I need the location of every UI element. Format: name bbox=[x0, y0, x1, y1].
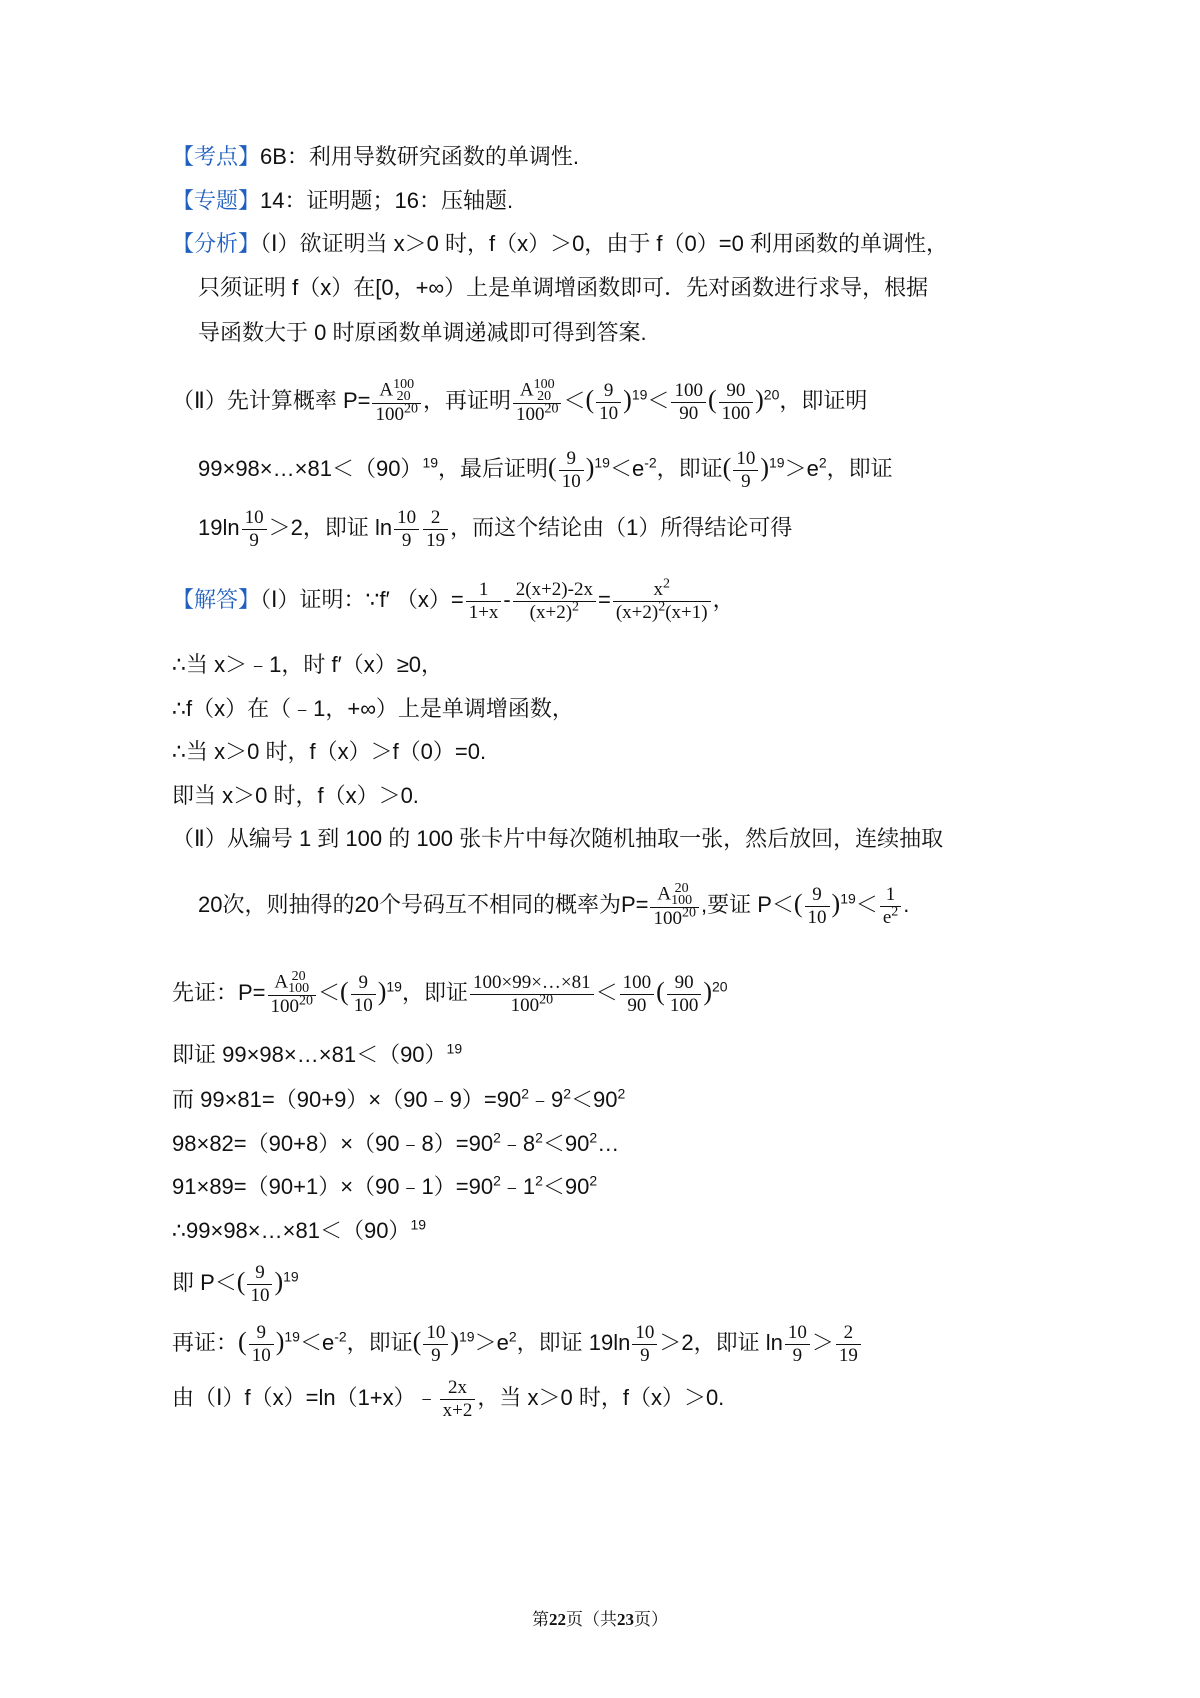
step-3: ∴当 x＞0 时，f（x）＞f（0）=0. bbox=[172, 739, 487, 764]
exp: 19 bbox=[631, 386, 648, 403]
fraction-9-10 bbox=[559, 448, 584, 493]
num: 10 bbox=[733, 448, 758, 471]
text: 由（Ⅰ）f（x）=ln（1+x）﹣ bbox=[172, 1385, 438, 1410]
perm-sub: 20 bbox=[537, 388, 552, 404]
fraction-derivative bbox=[513, 579, 596, 624]
fraction-90-100 bbox=[667, 972, 702, 1017]
den: 10 bbox=[251, 1344, 271, 1366]
fraction-100-90 bbox=[620, 972, 655, 1017]
den-a: (x+2) bbox=[615, 601, 659, 623]
num: 100×99×…×81 bbox=[470, 972, 594, 995]
den: e bbox=[882, 906, 892, 928]
den: 10 bbox=[353, 994, 373, 1016]
fraction-product bbox=[470, 972, 594, 1017]
step-10 bbox=[172, 1129, 619, 1159]
zhuanti-tag: 【专题】 bbox=[172, 188, 261, 213]
text: ，即证 bbox=[346, 1330, 413, 1355]
num: 2(x+2)-2x bbox=[513, 579, 596, 602]
exp: 2 bbox=[891, 904, 899, 920]
step-12 bbox=[172, 1216, 426, 1246]
fraction-10-9 bbox=[632, 1322, 657, 1367]
exp: 2 bbox=[563, 1085, 572, 1102]
text: ，即证明 bbox=[779, 388, 868, 413]
exp: 2 bbox=[535, 1129, 543, 1146]
text: ,要证 P＜ bbox=[700, 892, 794, 917]
den-exp: 20 bbox=[544, 401, 559, 417]
analysis-2-line-2: $99\times 98\times\dots\times 81<(90)^{19}$，最后证明( $\frac{9}{10}$ )$^{19}<e^{-2}$，即证( $\frac{10}{9}$ )$^{19}>e^2$，即证 bbox=[198, 447, 893, 492]
page-number: 22 bbox=[549, 1610, 566, 1629]
exp: 2 bbox=[493, 1129, 501, 1146]
kaodian-tag: 【考点】 bbox=[172, 144, 261, 169]
den: (x+2) bbox=[529, 601, 573, 623]
num: 1 bbox=[880, 884, 901, 907]
den: 19 bbox=[426, 529, 446, 551]
text: （Ⅰ）证明：∵f′ （x）= bbox=[260, 587, 464, 612]
equals: = bbox=[597, 587, 611, 612]
step-5: （Ⅱ）从编号 1 到 100 的 100 张卡片中每次随机抽取一张，然后放回，连续抽取 bbox=[172, 826, 944, 851]
text: ＞2，即证 ln bbox=[268, 515, 393, 540]
num: 10 bbox=[632, 1322, 657, 1345]
text: ∴99×98×…×81＜（90） bbox=[172, 1218, 411, 1243]
jieda-line bbox=[172, 568, 735, 632]
den: 9 bbox=[431, 1344, 441, 1366]
step-11 bbox=[172, 1172, 597, 1202]
num: 9 bbox=[249, 1322, 274, 1345]
step-8 bbox=[172, 1040, 462, 1070]
fraction-10-9 bbox=[394, 507, 419, 552]
text: 98×82=（90+8）×（90﹣8）=90 bbox=[172, 1131, 494, 1156]
step-15 bbox=[172, 1368, 724, 1428]
exp: 20 bbox=[539, 992, 554, 1008]
num: 10 bbox=[394, 507, 419, 530]
den-base: 100 bbox=[653, 907, 682, 929]
exp: 19 bbox=[410, 1216, 427, 1233]
text: ，当 x＞0 时，f（x）＞0. bbox=[477, 1385, 725, 1410]
perm-sub: 100 bbox=[288, 980, 310, 996]
text: ，而这个结论由（1）所得结论可得 bbox=[450, 515, 793, 540]
perm-symbol: A bbox=[519, 379, 534, 401]
den: 9 bbox=[792, 1344, 803, 1366]
fraction-result bbox=[613, 576, 711, 624]
fraction-A20-100 bbox=[372, 376, 421, 426]
perm-symbol: A bbox=[379, 379, 394, 401]
text: ﹣9 bbox=[528, 1087, 564, 1112]
jieda-tag: 【解答】 bbox=[172, 587, 261, 612]
footer-text: 页） bbox=[634, 1610, 668, 1629]
fraction-2-19 bbox=[423, 507, 448, 552]
text: 再证： bbox=[172, 1330, 239, 1355]
step-6: 20次，则抽得的20个号码互不相同的概率为P= A 20 100 $100^{20}$ ,要证 P＜( $\frac{9}{10}$ )$^{19}$＜ $\frac{1}{e^2}$ . bbox=[198, 880, 910, 929]
text: 而 99×81=（90+9）×（90﹣9）=90 bbox=[172, 1087, 522, 1112]
text: 即 P＜ bbox=[172, 1270, 237, 1295]
less-than: ＜ bbox=[318, 980, 341, 1005]
fraction-1-e2 bbox=[880, 884, 901, 929]
fraction-10-9 bbox=[785, 1322, 810, 1367]
text: ＞2，即证 ln bbox=[659, 1330, 783, 1355]
text: ＞e bbox=[784, 456, 819, 481]
den: 9 bbox=[741, 470, 751, 492]
fenxi-line-1 bbox=[172, 229, 948, 259]
den: 100 bbox=[721, 402, 751, 424]
fraction-9-10 bbox=[351, 972, 376, 1017]
fraction-100-90 bbox=[671, 380, 706, 425]
text: ＜e bbox=[609, 456, 645, 481]
exp: 19 bbox=[386, 978, 402, 995]
den-exp: 20 bbox=[681, 905, 696, 921]
text: ，即证 bbox=[826, 456, 893, 481]
perm-sub: 100 bbox=[671, 892, 693, 908]
den: 100 bbox=[669, 994, 699, 1016]
exp: -2 bbox=[644, 454, 657, 471]
den-base: 100 bbox=[515, 403, 545, 425]
text: ，再证明 bbox=[422, 388, 511, 413]
fraction-A20-100-b bbox=[513, 376, 562, 426]
den-exp: 20 bbox=[299, 993, 314, 1009]
less-than: ＜ bbox=[855, 892, 878, 917]
analysis-2-line-1: （Ⅱ）先计算概率 P= A 100 20 $100^{20}$ ，再证明 A 100 20 $100^{20}$ ＜( $\frac{9}{10}$ )$^{19}$＜ $\frac{100}{90}$ ( $\frac{90}{100}$ )$^{20}$，即证明 bbox=[172, 376, 868, 425]
text: 91×89=（90+1）×（90﹣1）=90 bbox=[172, 1174, 494, 1199]
step-2: ∴f（x）在（﹣1，+∞）上是单调增函数， bbox=[172, 696, 574, 721]
footer-text: 第 bbox=[532, 1610, 549, 1629]
text: . bbox=[903, 892, 910, 917]
den: 1+x bbox=[468, 601, 499, 623]
exp: 2 bbox=[818, 454, 827, 471]
less-than: ＜ bbox=[595, 980, 618, 1005]
den: 9 bbox=[401, 529, 412, 551]
den: 19 bbox=[838, 1344, 858, 1366]
exp: 2 bbox=[617, 1085, 626, 1102]
perm-sup: 100 bbox=[533, 376, 555, 392]
num: 10 bbox=[785, 1322, 810, 1345]
exp: 2 bbox=[572, 599, 580, 615]
text: … bbox=[597, 1131, 620, 1156]
perm-sup: 100 bbox=[393, 376, 415, 392]
exp: 2 bbox=[508, 1328, 517, 1345]
zhuanti-text: 14：证明题；16：压轴题. bbox=[260, 188, 514, 213]
step-9 bbox=[172, 1085, 625, 1115]
den: x+2 bbox=[442, 1399, 473, 1421]
text: 19ln bbox=[198, 515, 240, 540]
num: 9 bbox=[351, 972, 376, 995]
text: ，即证 19ln bbox=[516, 1330, 631, 1355]
kaodian-text: 6B：利用导数研究函数的单调性. bbox=[260, 144, 580, 169]
num: 90 bbox=[719, 380, 754, 403]
exp: 19 bbox=[840, 890, 856, 907]
fraction-9-10 bbox=[805, 884, 830, 929]
exp: 20 bbox=[763, 386, 780, 403]
page-total: 23 bbox=[617, 1610, 634, 1629]
fraction-10-9 bbox=[733, 448, 758, 493]
fraction-1-over-1px bbox=[466, 579, 502, 624]
fraction-10-9 bbox=[242, 507, 267, 552]
exp: 19 bbox=[284, 1328, 300, 1345]
num: 9 bbox=[559, 448, 584, 471]
fraction-9-10 bbox=[596, 380, 621, 425]
num: 9 bbox=[247, 1262, 272, 1285]
fraction-A100-20 bbox=[650, 880, 699, 930]
exp: 2 bbox=[521, 1085, 529, 1102]
exp: 19 bbox=[594, 454, 610, 471]
text: ﹣8 bbox=[500, 1131, 536, 1156]
num: 9 bbox=[805, 884, 830, 907]
text: ，即证 bbox=[401, 980, 468, 1005]
exp: 19 bbox=[446, 1040, 463, 1057]
perm-sup: 20 bbox=[291, 968, 306, 984]
fenxi-line-3: 导函数大于 0 时原函数单调递减即可得到答案. bbox=[198, 320, 647, 345]
text: ， bbox=[712, 587, 735, 612]
perm-symbol: A bbox=[274, 971, 289, 993]
step-1: ∴当 x＞﹣1，时 f′（x）≥0， bbox=[172, 652, 444, 677]
footer-text: 页（共 bbox=[566, 1610, 617, 1629]
less-than: ＜ bbox=[563, 388, 586, 413]
fraction-2-19 bbox=[836, 1322, 861, 1367]
fraction-A100-20 bbox=[268, 968, 317, 1018]
den: 9 bbox=[640, 1344, 650, 1366]
fraction-2x-over-x2 bbox=[440, 1377, 476, 1422]
exp: 2 bbox=[589, 1172, 598, 1189]
fraction-9-10 bbox=[249, 1322, 274, 1367]
fenxi-line-2: 只须证明 f（x）在[0，+∞）上是单调增函数即可．先对函数进行求导，根据 bbox=[198, 275, 929, 300]
exp: -2 bbox=[334, 1328, 347, 1345]
den-exp: 20 bbox=[403, 401, 418, 417]
den: 10 bbox=[561, 470, 581, 492]
num: 9 bbox=[596, 380, 621, 403]
num: 100 bbox=[620, 972, 655, 995]
den: 100 bbox=[510, 994, 540, 1016]
zhuanti-line bbox=[172, 186, 513, 216]
step-7: 先证：P= A 20 100 $100^{20}$ ＜( $\frac{9}{10}$ )$^{19}$，即证 $\frac{100\times 99\times\dots\times 81}{100^{20}}$ ＜ $\frac{100}{90}$ ( $\frac{90}{100}$ )$^{20}$ bbox=[172, 968, 728, 1017]
text: 20次，则抽得的20个号码互不相同的概率为P= bbox=[198, 892, 649, 917]
fraction-9-10 bbox=[247, 1262, 272, 1307]
perm-sup: 20 bbox=[674, 880, 689, 896]
perm-sub: 20 bbox=[396, 388, 411, 404]
page-footer bbox=[0, 1605, 1200, 1630]
exp: 19 bbox=[459, 1328, 475, 1345]
den-base: 100 bbox=[270, 995, 300, 1017]
greater-than: ＞ bbox=[811, 1330, 834, 1355]
text: ＜e bbox=[299, 1330, 335, 1355]
exp: 2 bbox=[662, 576, 670, 592]
text: ＞e bbox=[474, 1330, 509, 1355]
fenxi-tag: 【分析】 bbox=[172, 231, 261, 256]
fenxi-text-1: （Ⅰ）欲证明当 x＞0 时，f（x）＞0，由于 f（0）=0 利用函数的单调性， bbox=[260, 231, 948, 256]
den: 9 bbox=[249, 529, 259, 551]
less-than: ＜ bbox=[647, 388, 670, 413]
den-base: 100 bbox=[375, 403, 404, 425]
exp: 19 bbox=[769, 454, 785, 471]
text: ＜90 bbox=[542, 1131, 590, 1156]
num: 90 bbox=[667, 972, 702, 995]
kaodian-line bbox=[172, 142, 579, 172]
text: ，即证 bbox=[656, 456, 723, 481]
step-13: 即 P＜( $\frac{9}{10}$ )$^{19}$ bbox=[172, 1261, 299, 1306]
exp: 2 bbox=[493, 1172, 501, 1189]
text: ，最后证明 bbox=[438, 456, 549, 481]
den: 10 bbox=[599, 402, 619, 424]
den-b: (x+1) bbox=[665, 601, 708, 623]
text: 先证：P= bbox=[172, 980, 266, 1005]
den: 90 bbox=[627, 994, 647, 1016]
exp: 2 bbox=[658, 599, 666, 615]
exp: 19 bbox=[422, 454, 439, 471]
num: 2x bbox=[440, 1377, 476, 1400]
exp: 20 bbox=[712, 978, 728, 995]
exp: 2 bbox=[535, 1172, 543, 1189]
den: 10 bbox=[250, 1284, 270, 1306]
step-4: 即当 x＞0 时，f（x）＞0. bbox=[172, 783, 419, 808]
text: ＜90 bbox=[542, 1174, 590, 1199]
num: x bbox=[653, 578, 663, 600]
exp: 2 bbox=[589, 1129, 598, 1146]
text: （Ⅱ）先计算概率 P= bbox=[172, 388, 371, 413]
num: 2 bbox=[423, 507, 448, 530]
fraction-90-100 bbox=[719, 380, 754, 425]
text: 99×98×…×81＜（90） bbox=[198, 456, 423, 481]
num: 2 bbox=[836, 1322, 861, 1345]
den: 10 bbox=[807, 906, 827, 928]
num: 10 bbox=[242, 507, 267, 530]
perm-symbol: A bbox=[657, 883, 672, 905]
num: 100 bbox=[671, 380, 706, 403]
exp: 19 bbox=[283, 1268, 299, 1285]
text: 即证 99×98×…×81＜（90） bbox=[172, 1042, 447, 1067]
text: ＜90 bbox=[571, 1087, 618, 1112]
den: 90 bbox=[679, 402, 699, 424]
num: 10 bbox=[423, 1322, 448, 1345]
fraction-10-9 bbox=[423, 1322, 448, 1367]
step-14: 再证：( $\frac{9}{10}$ )$^{19}<e^{-2}$，即证( $\frac{10}{9}$ )$^{19}>e^2$，即证 19ln $\frac{10}{9}$ ＞2，即证 ln $\frac{10}{9}$ ＞ $\frac{2}{19}$ bbox=[172, 1312, 863, 1372]
minus: - bbox=[503, 587, 511, 612]
num: 1 bbox=[466, 579, 502, 602]
analysis-2-line-3 bbox=[198, 500, 792, 556]
text: ﹣1 bbox=[500, 1174, 536, 1199]
